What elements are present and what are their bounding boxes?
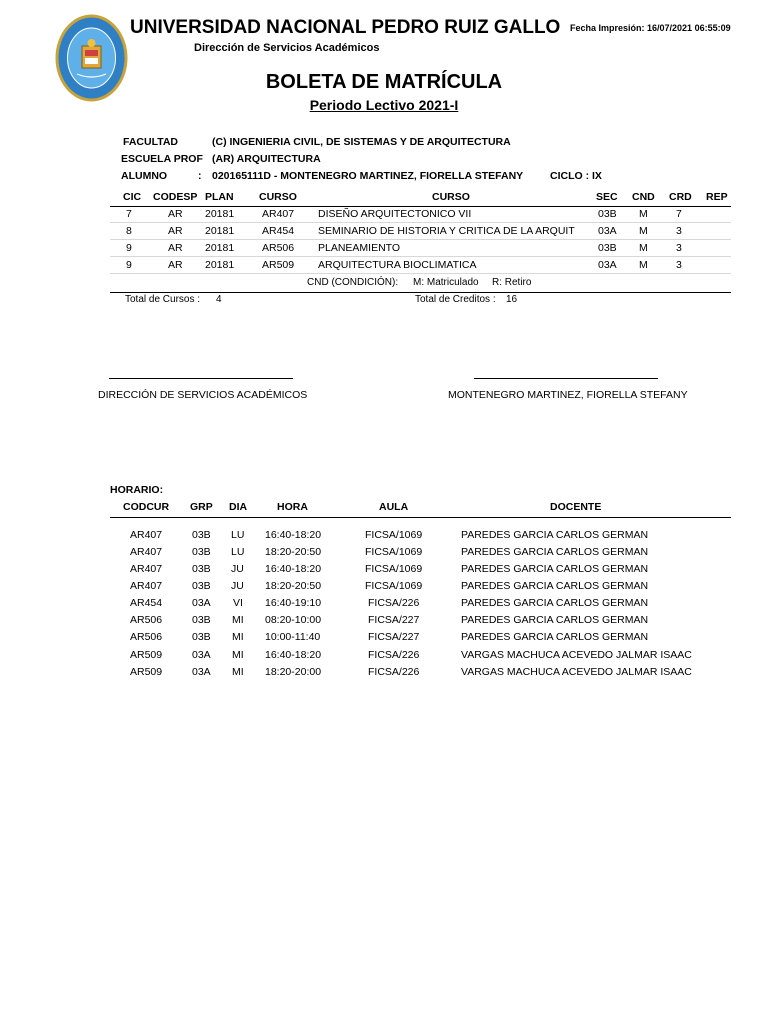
cell-course-code: AR506 xyxy=(262,242,295,254)
schedule-title: HORARIO: xyxy=(110,484,164,496)
cell-docente: VARGAS MACHUCA ACEVEDO JALMAR ISAAC xyxy=(461,666,692,678)
cell-codcur: AR509 xyxy=(130,666,163,678)
total-credits-label: Total de Creditos : xyxy=(415,294,496,305)
col-header-rep: REP xyxy=(706,191,728,203)
facultad-value: (C) INGENIERIA CIVIL, DE SISTEMAS Y DE ARQUITECTURA xyxy=(212,136,511,148)
cell-hora: 16:40-19:10 xyxy=(265,597,322,609)
cell-docente: PAREDES GARCIA CARLOS GERMAN xyxy=(461,580,649,592)
escuela-value: (AR) ARQUITECTURA xyxy=(212,153,321,165)
row-divider xyxy=(110,222,731,223)
col-header-cnd: CND xyxy=(632,191,655,203)
cell-crd: 3 xyxy=(676,259,682,271)
cell-codesp: AR xyxy=(168,225,183,237)
cell-aula: FICSA/226 xyxy=(368,649,420,661)
cell-course-name: PLANEAMIENTO xyxy=(318,242,401,254)
ciclo-value: CICLO : IX xyxy=(550,170,602,182)
cell-dia: JU xyxy=(231,580,244,592)
total-courses-value: 4 xyxy=(216,294,222,305)
total-courses-label: Total de Cursos : xyxy=(125,294,201,305)
cell-dia: MI xyxy=(232,666,244,678)
table-header-divider xyxy=(110,206,731,207)
cell-sec: 03B xyxy=(598,208,617,220)
cell-hora: 16:40-18:20 xyxy=(265,563,322,575)
cell-codcur: AR454 xyxy=(130,597,163,609)
col-header-docente: DOCENTE xyxy=(550,501,602,513)
row-divider xyxy=(110,239,731,240)
cell-cic: 7 xyxy=(126,208,132,220)
condition-legend-m: M: Matriculado xyxy=(413,277,479,288)
cell-docente: PAREDES GARCIA CARLOS GERMAN xyxy=(461,631,649,643)
col-header-curso-code: CURSO xyxy=(259,191,297,203)
cell-docente: PAREDES GARCIA CARLOS GERMAN xyxy=(461,597,649,609)
cell-aula: FICSA/1069 xyxy=(365,529,423,541)
cell-docente: VARGAS MACHUCA ACEVEDO JALMAR ISAAC xyxy=(461,649,692,661)
cell-dia: MI xyxy=(232,649,244,661)
cell-aula: FICSA/227 xyxy=(368,614,420,626)
cell-docente: PAREDES GARCIA CARLOS GERMAN xyxy=(461,563,649,575)
cell-grp: 03B xyxy=(192,580,211,592)
alumno-label: ALUMNO xyxy=(121,170,168,182)
cell-hora: 10:00-11:40 xyxy=(265,631,321,643)
cell-codcur: AR509 xyxy=(130,649,163,661)
cell-sec: 03A xyxy=(598,259,617,271)
cell-codcur: AR407 xyxy=(130,546,163,558)
cell-cnd: M xyxy=(639,242,648,254)
condition-legend-label: CND (CONDICIÓN): xyxy=(307,277,399,288)
cell-cic: 9 xyxy=(126,242,132,254)
cell-hora: 16:40-18:20 xyxy=(265,529,322,541)
cell-dia: VI xyxy=(233,597,243,609)
cell-course-name: SEMINARIO DE HISTORIA Y CRITICA DE LA ARQUIT xyxy=(318,225,575,237)
university-name: UNIVERSIDAD NACIONAL PEDRO RUIZ GALLO xyxy=(130,17,561,38)
cell-aula: FICSA/226 xyxy=(368,597,420,609)
cell-hora: 08:20-10:00 xyxy=(265,614,322,626)
period-title: Periodo Lectivo 2021-I xyxy=(309,97,459,113)
col-header-sec: SEC xyxy=(596,191,618,203)
condition-legend-r: R: Retiro xyxy=(492,277,532,288)
alumno-value: 020165111D - MONTENEGRO MARTINEZ, FIORELLA STEFANY xyxy=(212,170,524,182)
department-name: Dirección de Servicios Académicos xyxy=(194,42,380,54)
cell-codcur: AR407 xyxy=(130,563,163,575)
cell-grp: 03B xyxy=(192,631,211,643)
cell-dia: JU xyxy=(231,563,244,575)
cell-cnd: M xyxy=(639,259,648,271)
row-divider xyxy=(110,273,731,274)
cell-hora: 16:40-18:20 xyxy=(265,649,322,661)
print-date: Fecha Impresión: 16/07/2021 06:55:09 xyxy=(570,23,731,33)
cell-course-code: AR407 xyxy=(262,208,295,220)
table-footer-divider xyxy=(110,292,731,293)
signature-line-left xyxy=(109,378,293,379)
cell-grp: 03B xyxy=(192,529,211,541)
cell-plan: 20181 xyxy=(205,242,235,254)
cell-dia: LU xyxy=(231,529,245,541)
escuela-label: ESCUELA PROF xyxy=(121,153,203,165)
cell-docente: PAREDES GARCIA CARLOS GERMAN xyxy=(461,529,649,541)
col-header-codcur: CODCUR xyxy=(123,501,170,513)
cell-dia: MI xyxy=(232,631,244,643)
cell-dia: LU xyxy=(231,546,245,558)
col-header-aula: AULA xyxy=(379,501,409,513)
cell-grp: 03A xyxy=(192,666,211,678)
cell-aula: FICSA/1069 xyxy=(365,563,423,575)
cell-docente: PAREDES GARCIA CARLOS GERMAN xyxy=(461,546,649,558)
total-credits-value: 16 xyxy=(506,294,518,305)
cell-codesp: AR xyxy=(168,208,183,220)
cell-hora: 18:20-20:00 xyxy=(265,666,322,678)
cell-grp: 03B xyxy=(192,614,211,626)
cell-grp: 03A xyxy=(192,597,211,609)
cell-aula: FICSA/1069 xyxy=(365,580,423,592)
cell-aula: FICSA/226 xyxy=(368,666,420,678)
col-header-grp: GRP xyxy=(190,501,213,513)
cell-course-name: DISEÑO ARQUITECTONICO VII xyxy=(318,208,472,220)
cell-crd: 3 xyxy=(676,225,682,237)
cell-grp: 03B xyxy=(192,563,211,575)
cell-plan: 20181 xyxy=(205,259,235,271)
cell-cnd: M xyxy=(639,208,648,220)
cell-codcur: AR506 xyxy=(130,631,163,643)
signature-name-left: DIRECCIÓN DE SERVICIOS ACADÉMICOS xyxy=(98,389,308,401)
alumno-colon: : xyxy=(198,170,202,182)
col-header-codesp: CODESP xyxy=(153,191,198,203)
cell-cic: 9 xyxy=(126,259,132,271)
cell-cic: 8 xyxy=(126,225,132,237)
cell-aula: FICSA/1069 xyxy=(365,546,423,558)
col-header-plan: PLAN xyxy=(205,191,234,203)
col-header-dia: DIA xyxy=(229,501,248,513)
cell-codcur: AR407 xyxy=(130,529,163,541)
cell-docente: PAREDES GARCIA CARLOS GERMAN xyxy=(461,614,649,626)
cell-codesp: AR xyxy=(168,259,183,271)
facultad-label: FACULTAD xyxy=(123,136,179,148)
cell-codcur: AR407 xyxy=(130,580,163,592)
cell-grp: 03A xyxy=(192,649,211,661)
col-header-curso-name: CURSO xyxy=(432,191,470,203)
signature-line-right xyxy=(474,378,658,379)
cell-course-code: AR509 xyxy=(262,259,295,271)
cell-sec: 03B xyxy=(598,242,617,254)
cell-hora: 18:20-20:50 xyxy=(265,580,322,592)
cell-crd: 3 xyxy=(676,242,682,254)
cell-codcur: AR506 xyxy=(130,614,163,626)
signature-name-right: MONTENEGRO MARTINEZ, FIORELLA STEFANY xyxy=(448,389,688,401)
cell-cnd: M xyxy=(639,225,648,237)
schedule-header-divider xyxy=(110,517,731,518)
cell-hora: 18:20-20:50 xyxy=(265,546,322,558)
cell-aula: FICSA/227 xyxy=(368,631,420,643)
cell-dia: MI xyxy=(232,614,244,626)
document-title: BOLETA DE MATRÍCULA xyxy=(265,71,503,93)
row-divider xyxy=(110,256,731,257)
cell-sec: 03A xyxy=(598,225,617,237)
cell-codesp: AR xyxy=(168,242,183,254)
cell-plan: 20181 xyxy=(205,208,235,220)
cell-course-name: ARQUITECTURA BIOCLIMATICA xyxy=(318,259,477,271)
col-header-cic: CIC xyxy=(123,191,142,203)
col-header-crd: CRD xyxy=(669,191,692,203)
cell-course-code: AR454 xyxy=(262,225,295,237)
col-header-hora: HORA xyxy=(277,501,308,513)
cell-crd: 7 xyxy=(676,208,682,220)
cell-grp: 03B xyxy=(192,546,211,558)
cell-plan: 20181 xyxy=(205,225,235,237)
